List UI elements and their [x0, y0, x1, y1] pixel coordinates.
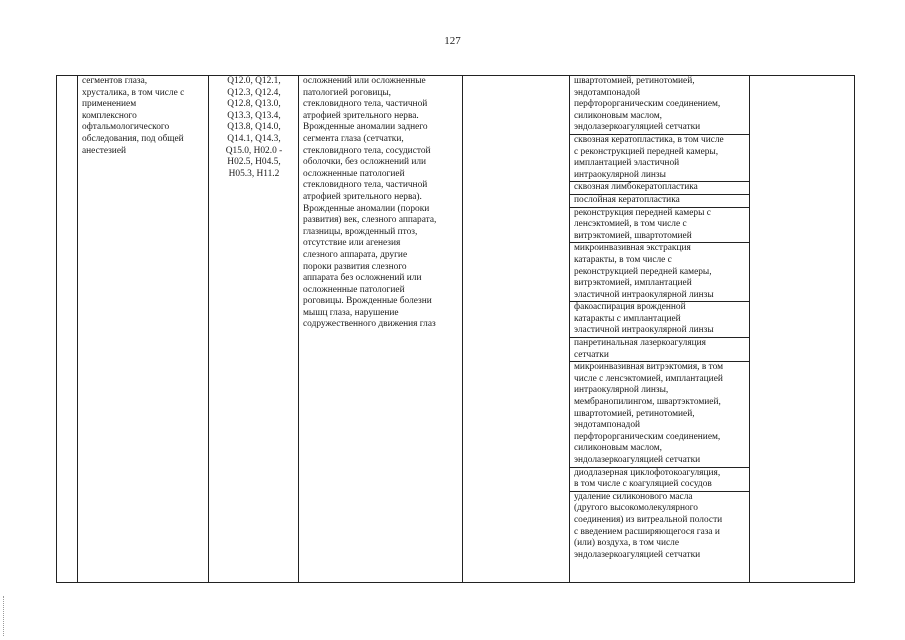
icd-codes: Q12.0, Q12.1, Q12.3, Q12.4, Q12.8, Q13.0, Q13.3, Q13.4, Q13.8, Q14.0, Q14.1, Q14.3, Q15.0, H02.0 - H02.5, H04.5, H05.3, H11.2 [225, 76, 283, 179]
page-number: 127 [444, 35, 461, 47]
procedure-item: сквозная кератопластика, в том числе с реконструкцией передней камеры, имплантацией эластичной интраокулярной линзы [570, 135, 749, 182]
treatment-type-cell [463, 76, 570, 583]
profile-cell [78, 76, 209, 583]
procedure-item: послойная кератопластика [570, 195, 749, 208]
procedure-item: реконструкция передней камеры с ленсэктомией, в том числе с витрэктомией, швартотомией [570, 208, 749, 244]
row-number-cell [57, 76, 78, 583]
treatment-methods-cell [570, 76, 750, 583]
treatment-table [56, 75, 855, 583]
procedure-item: сквозная лимбокератопластика [570, 182, 749, 195]
procedure-item: факоаспирация врожденной катаракты с имплантацией эластичной интраокулярной линзы [570, 302, 749, 338]
patient-model: осложнений или осложненные патологией роговицы, стекловидного тела, частичной атрофией зрительного нерва. Врожденные аномалии заднего сегмента глаза (сетчатки, стекловидного тела, сосудистой оболочки, без осложнений или осложненные патологией стекловидного тела, частичной атрофией зрительного нерва). Врожденные аномалии (пороки развития) век, слезного аппарата, глазницы, врожденный птоз, отсутствие или агенезия слезного аппарата, другие пороки развития слезного аппарата без осложнений или осложненные патологией роговицы. Врожденные болезни мышц глаза, нарушение содружественного движения глаз [303, 76, 437, 330]
procedure-item: швартотомией, ретинотомией, эндотампонадой перфторорганическим соединением, силиконовым маслом, эндолазеркоагуляцией сетчатки [570, 76, 749, 135]
cost-cell [750, 76, 855, 583]
procedure-item: удаление силиконового масла (другого высокомолекулярного соединения) из витреальной полости с введением расширяющегося газа и (или) воздуха, в том числе эндолазеркоагуляцией сетчатки [574, 491, 723, 560]
procedure-item: диодлазерная циклофотокоагуляция, в том числе с коагуляцией сосудов [570, 468, 749, 492]
procedure-item: микроинвазивная экстракция катаракты, в том числе с реконструкцией передней камеры, витрэктомией, имплантацией эластичной интраокулярной линзы [570, 243, 749, 302]
intervention-name: сегментов глаза, хрусталика, в том числе с применением комплексного офтальмологического обследования, под общей анестезией [82, 76, 185, 156]
procedure-item: микроинвазивная витрэктомия, в том числе с ленсэктомией, имплантацией интраокулярной линзы, мембранопилингом, швартэктомией, швартотомией, ретинотомией, эндотампонадой перфторорганическим соединением, силиконовым маслом, эндолазеркоагуляцией сетчатки [570, 362, 749, 467]
table-row [57, 76, 855, 583]
patient-model-cell [299, 76, 463, 583]
icd-codes-cell [209, 76, 299, 583]
margin-mark [3, 596, 5, 636]
procedure-item: панретинальная лазеркоагуляция сетчатки [570, 338, 749, 362]
